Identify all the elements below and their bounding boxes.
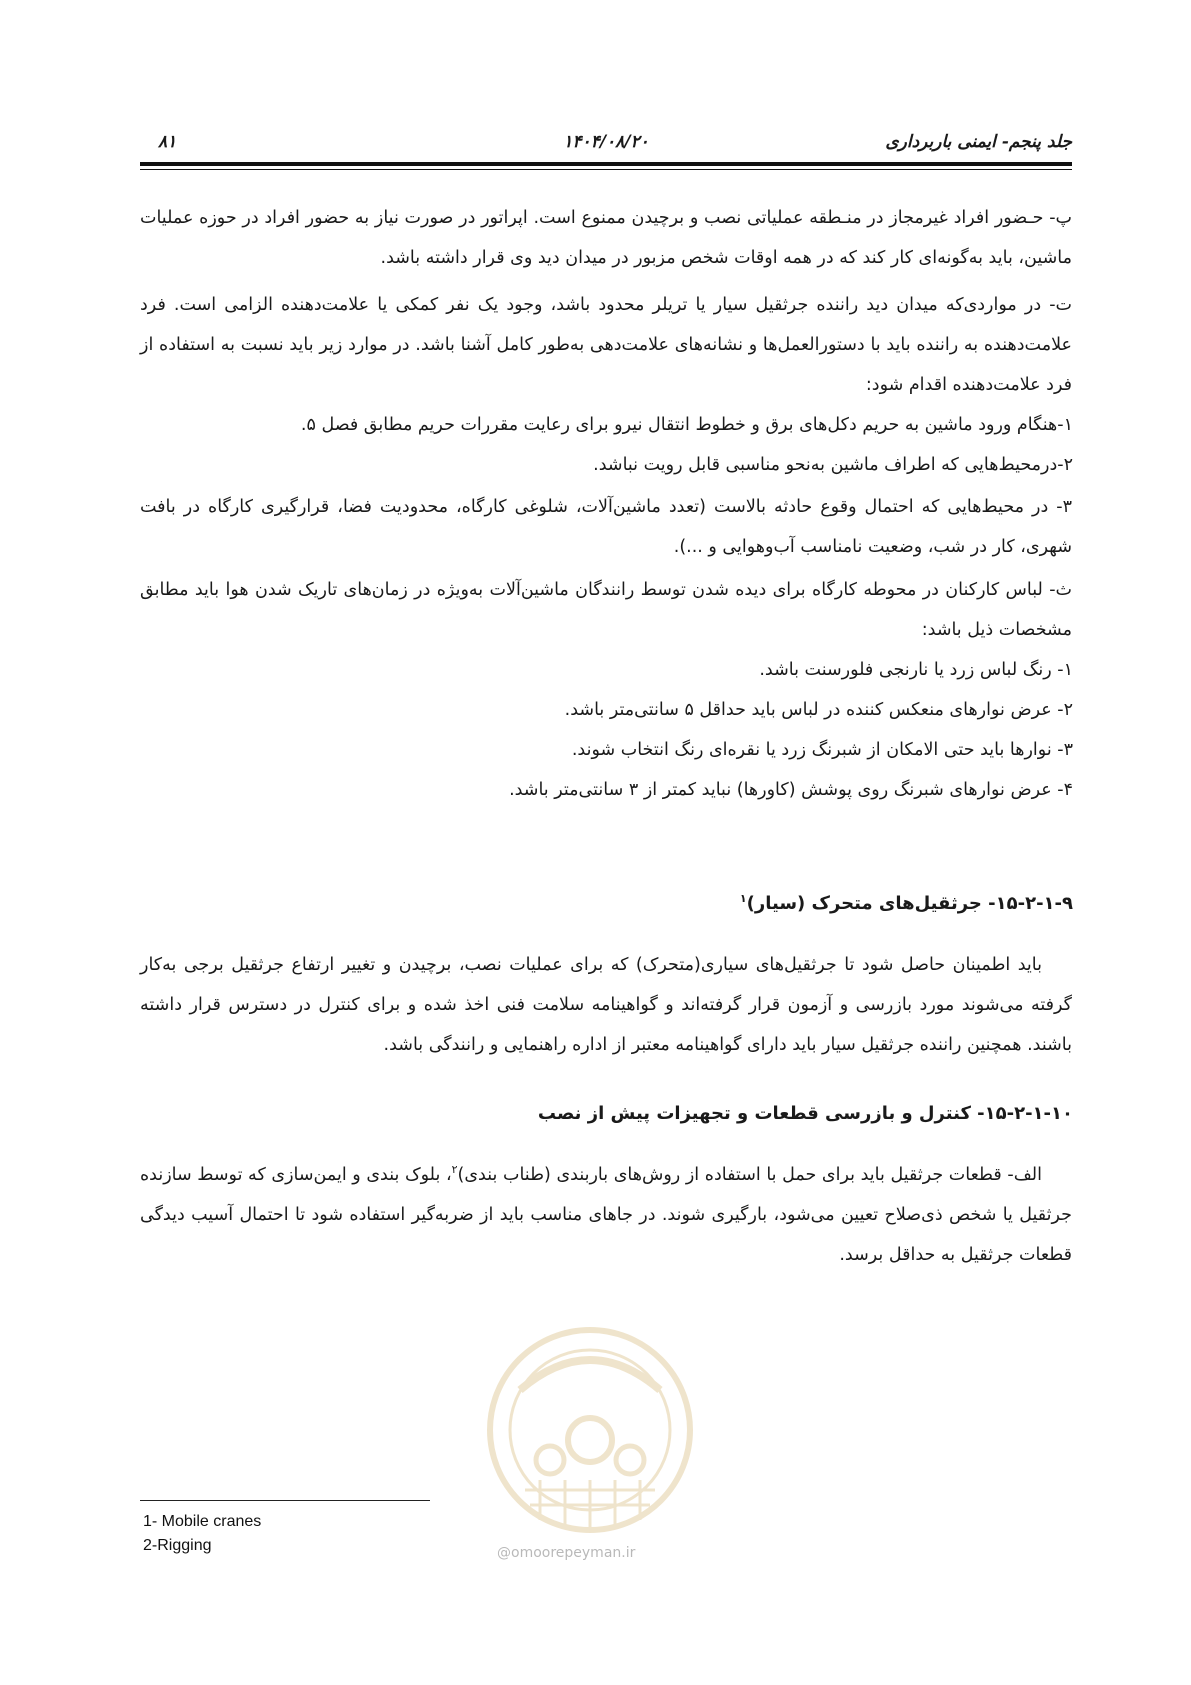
watermark-url: @omoorepeyman.ir bbox=[497, 1545, 636, 1561]
list-item: ۱- رنگ لباس زرد یا نارنجی فلورسنت باشد. bbox=[759, 660, 1073, 680]
footnote-rule bbox=[140, 1500, 430, 1501]
paragraph-th-text: ث- لباس کارکنان در محوطه کارگاه برای دیده شدن توسط رانندگان ماشین‌آلات به‌ویژه در زمان‌های تاریک شدن هوا باید مطابق مشخصات ذیل باشد: bbox=[140, 580, 1072, 640]
page-header bbox=[140, 126, 1072, 160]
footnote-1: 1- Mobile cranes bbox=[143, 1513, 262, 1530]
paragraph-alef-part1: الف- قطعات جرثقیل باید برای حمل با استفاده از روش‌های باربندی (طناب بندی) bbox=[457, 1165, 1042, 1185]
paragraph-th bbox=[140, 570, 1072, 650]
list-t-item-3 bbox=[140, 487, 1072, 567]
paragraph-p bbox=[140, 198, 1072, 278]
footnote-ref: ۱ bbox=[739, 892, 747, 905]
header-date: ۱۴۰۴/۰۸/۲۰ bbox=[563, 132, 649, 152]
list-item: ۳- در محیط‌هایی که احتمال وقوع حادثه بالاست (تعدد ماشین‌آلات، شلوغی کارگاه، محدودیت فضا، قرارگیری کارگاه در بافت شهری، کار در شب، وضعیت نامناسب آب‌وهوایی و ...). bbox=[140, 497, 1072, 557]
section-heading-inspection bbox=[538, 1103, 1073, 1124]
section-heading-mobile-cranes bbox=[740, 893, 1073, 914]
seal-logo-icon bbox=[480, 1320, 700, 1570]
list-t bbox=[301, 405, 1073, 485]
paragraph-t-text: ت- در مواردی‌که میدان دید راننده جرثقیل سیار یا تریلر محدود باشد، وجود یک نفر کمکی یا علامت‌دهنده الزامی است. فرد علامت‌دهنده به راننده باید با دستورالعمل‌ها و نشانه‌های علامت‌دهی به‌طور کامل آشنا باشد. در موارد زیر باید نسبت به استفاده از فرد علامت‌دهنده اقدام شود: bbox=[140, 295, 1072, 395]
footnote-ref: ۲ bbox=[451, 1163, 458, 1177]
section-heading-text: ۱۵-۲-۱-۱۰- کنترل و بازرسی قطعات و تجهیزات پیش از نصب bbox=[537, 1103, 1073, 1124]
list-item: ۱-هنگام ورود ماشین به حریم دکل‌های برق و خطوط انتقال نیرو برای رعایت مقررات حریم مطابق فصل ۵. bbox=[300, 415, 1073, 435]
paragraph-alef-text bbox=[140, 1155, 1072, 1275]
paragraph-alef-part2: ، بلوک بندی و ایمن‌سازی که توسط سازنده جرثقیل یا شخص ذی‌صلاح تعیین می‌شود، بارگیری شوند. در جاهای مناسب باید از ضربه‌گیر استفاده شود تا احتمال آسیب دیدگی قطعات جرثقیل به حداقل برسد. bbox=[140, 1165, 1072, 1265]
paragraph-t bbox=[140, 285, 1072, 405]
paragraph-alef bbox=[140, 1155, 1072, 1275]
list-item: ۲-درمحیط‌هایی که اطراف ماشین به‌نحو مناسبی قابل رویت نباشد. bbox=[593, 455, 1073, 475]
list-item: ۲- عرض نوارهای منعکس کننده در لباس باید حداقل ۵ سانتی‌متر باشد. bbox=[564, 700, 1073, 720]
page-number: ۸۱ bbox=[158, 132, 177, 152]
volume-title: جلد پنجم- ایمنی باربرداری bbox=[885, 132, 1072, 152]
paragraph-p-text: پ- حـضور افراد غیرمجاز در منـطقه عملیاتی نصب و برچیدن ممنوع است. اپراتور در صورت نیاز به حضور افراد در حوزه عملیات ماشین، باید به‌گونه‌ای کار کند که در همه اوقات شخص مزبور در میدان دید وی قرار داشته باشد. bbox=[140, 208, 1072, 268]
section-heading-text: ۱۵-۲-۱-۹- جرثقیل‌های متحرک (سیار) bbox=[746, 893, 1073, 914]
paragraph-mobile-text: باید اطمینان حاصل شود تا جرثقیل‌های سیاری(متحرک) که برای عملیات نصب، برچیدن و تغییر ارتفاع جرثقیل برجی به‌کار گرفته می‌شوند مورد بازرسی و آزمون قرار گرفته‌اند و گواهینامه سلامت فنی اخذ شده و برای کنترل در دسترس قرار داشته باشند. همچنین راننده جرثقیل سیار باید دارای گواهینامه معتبر از اداره راهنمایی و رانندگی باشد. bbox=[140, 955, 1072, 1055]
header-rule-thick bbox=[140, 162, 1072, 166]
list-item: ۳- نوارها باید حتی الامکان از شبرنگ زرد یا نقره‌ای رنگ انتخاب شوند. bbox=[571, 740, 1073, 760]
list-item: ۴- عرض نوارهای شبرنگ روی پوشش (کاورها) نباید کمتر از ۳ سانتی‌متر باشد. bbox=[509, 780, 1073, 800]
paragraph-mobile-cranes bbox=[140, 945, 1072, 1065]
list-th bbox=[509, 650, 1073, 810]
footnote-2: 2-Rigging bbox=[143, 1537, 212, 1554]
header-rule-thin bbox=[140, 169, 1072, 170]
